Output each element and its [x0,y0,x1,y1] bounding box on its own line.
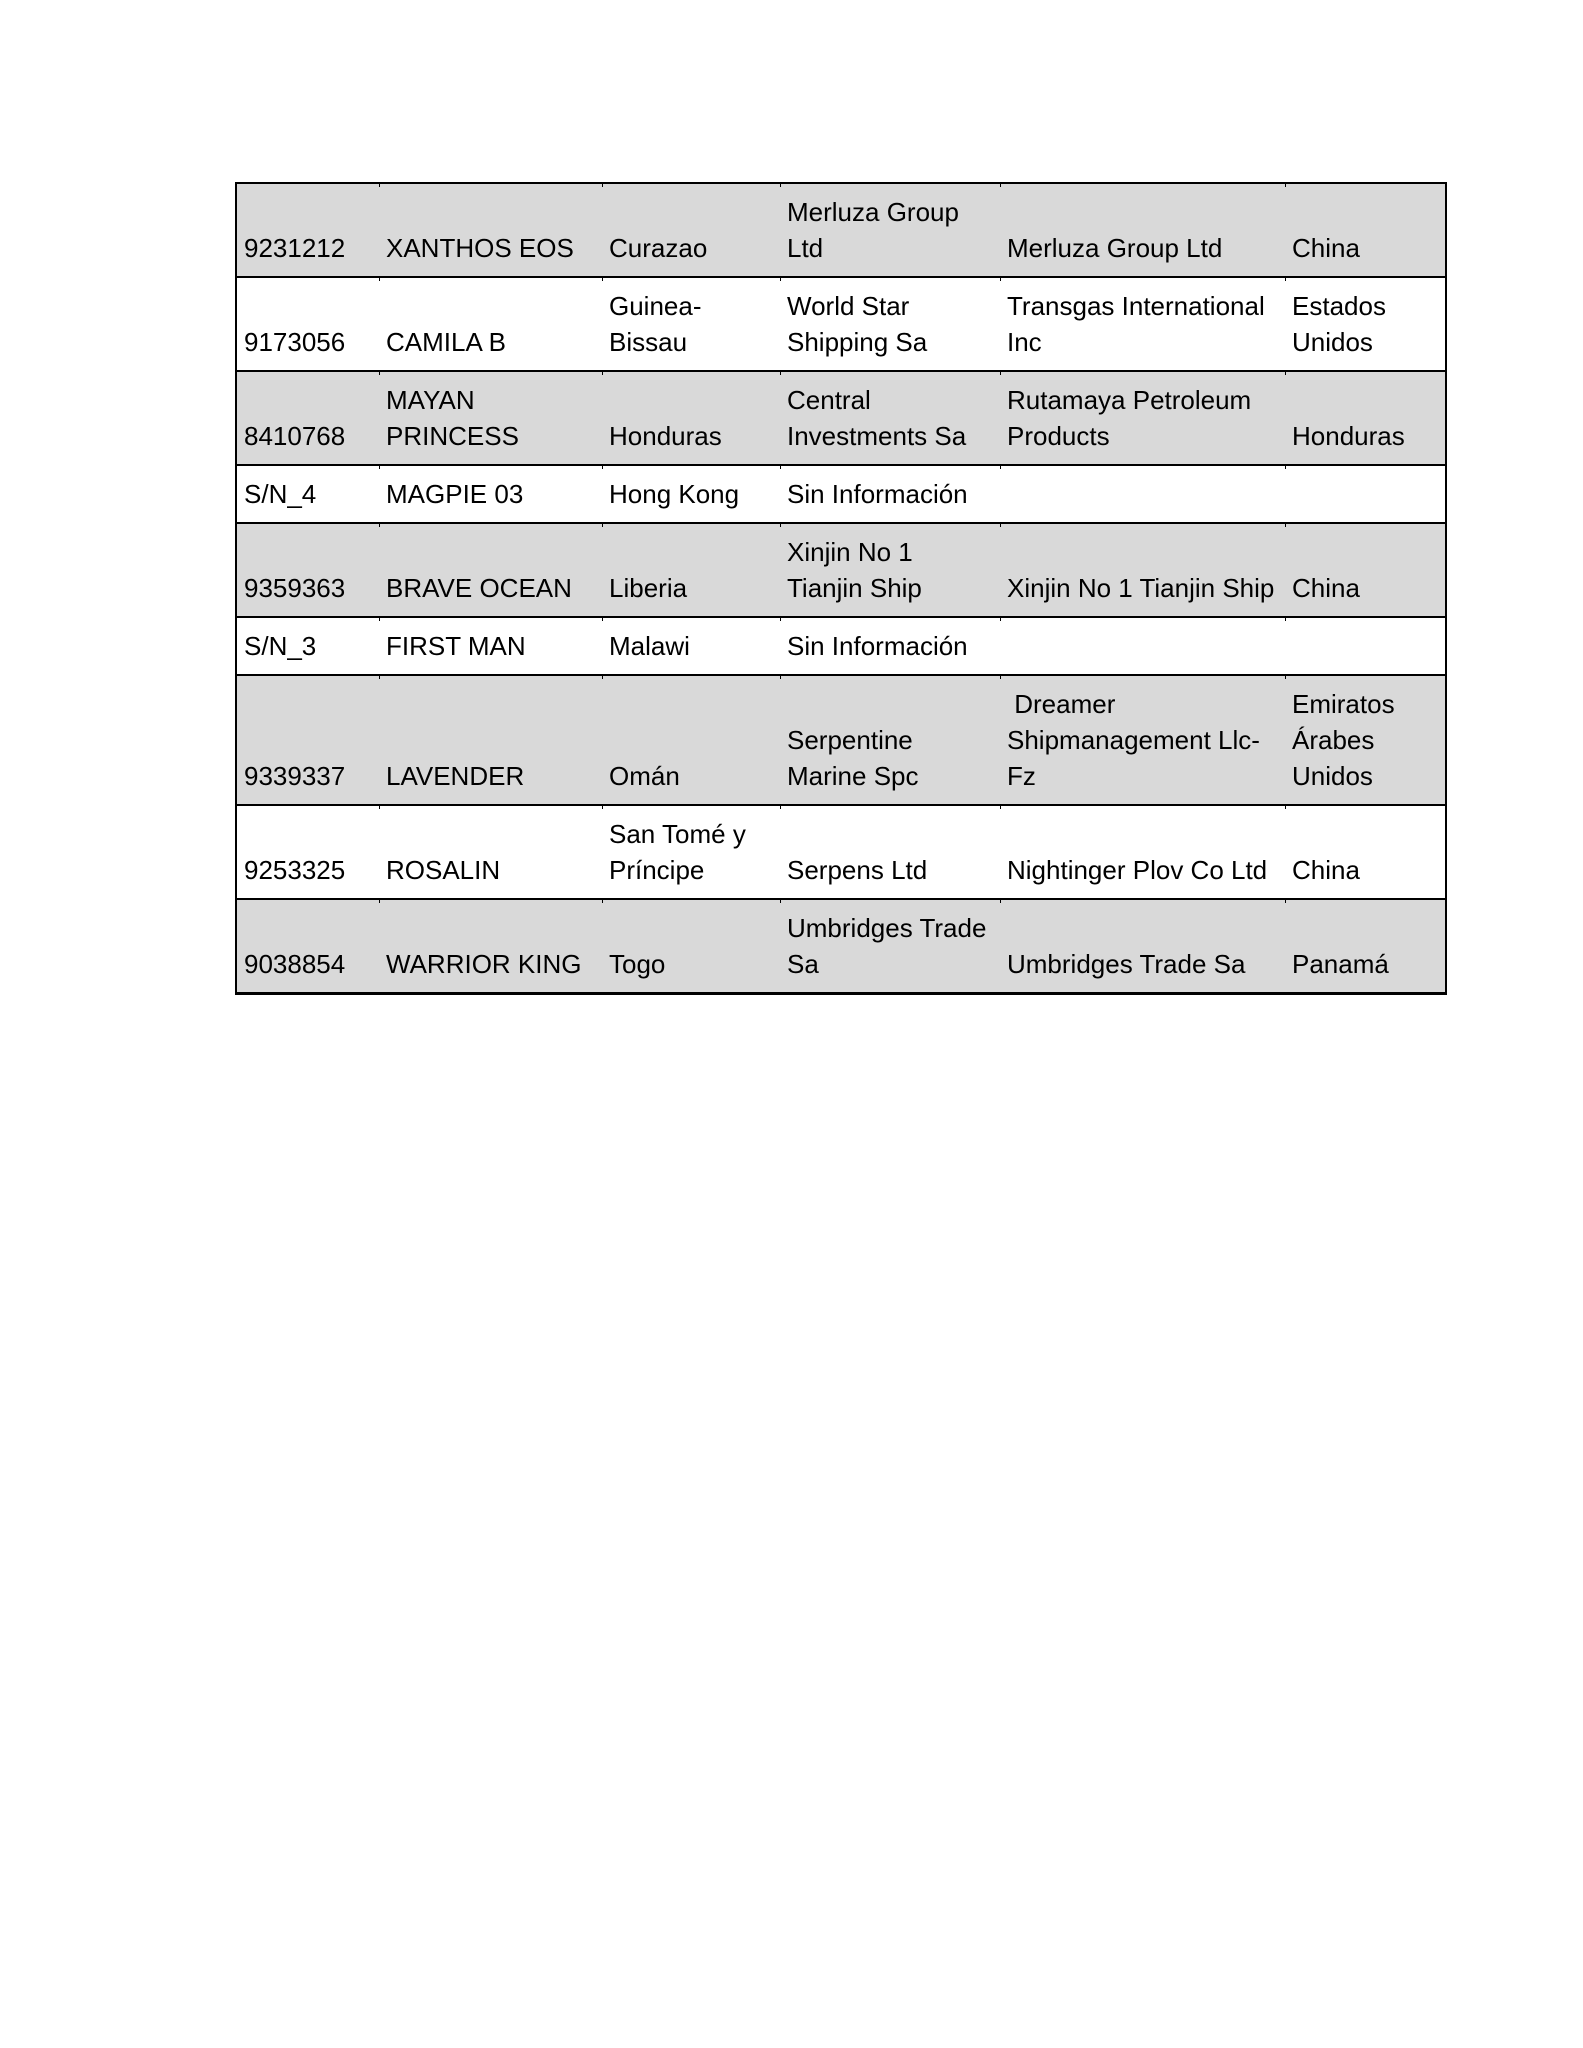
cell-imo-number: 9253325 [236,805,379,899]
cell-owner-country: Panamá [1285,899,1446,994]
cell-owner-company: Umbridges Trade Sa [1000,899,1285,994]
cell-ship-name: MAYAN PRINCESS [379,371,602,465]
cell-owner-company: Rutamaya Petroleum Products [1000,371,1285,465]
cell-manager-company: Umbridges Trade Sa [780,899,1000,994]
cell-owner-country: China [1285,805,1446,899]
cell-owner-company: Merluza Group Ltd [1000,183,1285,277]
cell-owner-country: Emiratos Árabes Unidos [1285,675,1446,805]
cell-imo-number: 9038854 [236,899,379,994]
cell-flag: San Tomé y Príncipe [602,805,780,899]
cell-imo-number: 9359363 [236,523,379,617]
cell-owner-country [1285,617,1446,675]
cell-owner-country [1285,465,1446,523]
cell-manager-company: World Star Shipping Sa [780,277,1000,371]
cell-ship-name: WARRIOR KING [379,899,602,994]
cell-imo-number: 8410768 [236,371,379,465]
table-row [236,899,1446,994]
table-row [236,277,1446,371]
cell-flag: Hong Kong [602,465,780,523]
cell-manager-company: Sin Información [780,465,1000,523]
cell-manager-company: Central Investments Sa [780,371,1000,465]
cell-flag: Curazao [602,183,780,277]
vessels-table-body [236,183,1446,994]
cell-manager-company: Serpens Ltd [780,805,1000,899]
vessels-table [235,182,1447,995]
cell-imo-number: 9173056 [236,277,379,371]
cell-owner-company [1000,617,1285,675]
cell-ship-name: ROSALIN [379,805,602,899]
cell-owner-company [1000,465,1285,523]
table-row [236,465,1446,523]
cell-owner-company: Nightinger Plov Co Ltd [1000,805,1285,899]
table-row [236,805,1446,899]
cell-manager-company: Merluza Group Ltd [780,183,1000,277]
cell-imo-number: S/N_4 [236,465,379,523]
cell-imo-number: 9339337 [236,675,379,805]
table-row [236,675,1446,805]
cell-owner-country: Honduras [1285,371,1446,465]
cell-owner-company: Xinjin No 1 Tianjin Ship [1000,523,1285,617]
cell-flag: Honduras [602,371,780,465]
cell-manager-company: Sin Información [780,617,1000,675]
cell-flag: Liberia [602,523,780,617]
cell-flag: Malawi [602,617,780,675]
cell-ship-name: XANTHOS EOS [379,183,602,277]
cell-flag: Omán [602,675,780,805]
cell-owner-company: Transgas International Inc [1000,277,1285,371]
cell-owner-country: China [1285,523,1446,617]
cell-owner-country: China [1285,183,1446,277]
cell-ship-name: LAVENDER [379,675,602,805]
table-row [236,617,1446,675]
cell-flag: Togo [602,899,780,994]
cell-imo-number: S/N_3 [236,617,379,675]
cell-ship-name: FIRST MAN [379,617,602,675]
cell-manager-company: Serpentine Marine Spc [780,675,1000,805]
cell-flag: Guinea-Bissau [602,277,780,371]
cell-imo-number: 9231212 [236,183,379,277]
cell-ship-name: CAMILA B [379,277,602,371]
cell-ship-name: BRAVE OCEAN [379,523,602,617]
cell-owner-company: Dreamer Shipmanagement Llc-Fz [1000,675,1285,805]
table-row [236,371,1446,465]
table-row [236,183,1446,277]
cell-owner-country: Estados Unidos [1285,277,1446,371]
table-row [236,523,1446,617]
cell-ship-name: MAGPIE 03 [379,465,602,523]
cell-manager-company: Xinjin No 1 Tianjin Ship [780,523,1000,617]
